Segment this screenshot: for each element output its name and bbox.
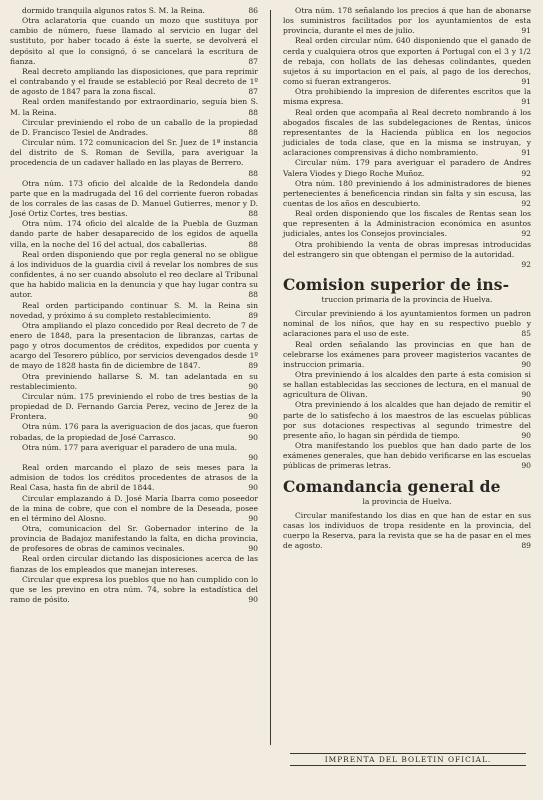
entry-text: Real orden circular dictando las disposiciones acerca de las fianzas de los empleados que manejan intereses. (10, 554, 258, 574)
index-entry (10, 97, 258, 117)
entry-text: Otra previniendo hallarse S. M. tan adelantada en su restablecimiento. (10, 371, 258, 391)
entry-text: Circular previniendo á los ayuntamientos formen un padron nominal de los niños, que hay en su respectivo pueblo y aclaraciones para el uso de este. (283, 309, 531, 339)
index-entry (283, 87, 531, 107)
index-entry (10, 301, 258, 321)
page-number: 90 (248, 452, 258, 462)
index-entry (10, 6, 258, 16)
page-number: 88 (248, 209, 258, 219)
page-number: 87 (248, 56, 258, 66)
page-number: 92 (521, 198, 531, 208)
index-entry (283, 400, 531, 441)
entry-text: Otra núm. 177 para averiguar el paradero de una mula. (22, 442, 238, 452)
page-number: 90 (521, 430, 531, 440)
entry-text: Otra, comunicacion del Sr. Gobernador interino de la provincia de Badajoz manifestando la falta, en dicha provincia, de profesores de obras de caminos vecinales. (10, 523, 258, 554)
entry-text: Real orden participando continuar S. M. la Reina sin novedad, y próximo á su completo restablecimiento. (10, 300, 258, 320)
page-number: 92 (521, 259, 531, 269)
page-number: 90 (248, 432, 258, 442)
entry-text: Otra manifestando los pueblos que han dado parte de los exámenes generales, que han debido verificarse en las escuelas públicas de primeras letras. (283, 441, 531, 471)
entry-text: Otra previniendo á los alcaldes que han dejado de remitir el parte de lo satisfecho á los maestros de las escuelas públicas por sus dotaciones respectivas al segundo trimestre del presente año, lo hagan sin pérdida de tiempo. (283, 400, 531, 440)
entry-text: Otra núm. 180 previniendo á los administradores de bienes pertenecientes á beneficencia rindan sin falta y sin escusa, las cuentas de los años en descubierto. (283, 178, 531, 208)
index-entry (10, 16, 258, 67)
index-entry (10, 372, 258, 392)
index-entry (10, 554, 258, 574)
entry-text: Circular núm. 179 para averiguar el paradero de Andres Valera Viodes y Diego Roche Muñoz. (283, 158, 531, 178)
printer-footer: IMPRENTA DEL BOLETIN OFICIAL. (290, 753, 526, 766)
index-entry (283, 511, 531, 552)
entry-text: Real orden que acompaña al Real decreto nombrando á los abogados fiscales de las subdelegaciones de Rentas, únicos representantes de la Hacienda pública en los negocios judiciales de toda clase, que en la misma se instruyan, y aclaraciones comprensivas á dicho nombramiento. (283, 107, 531, 158)
entry-text: Real orden marcando el plazo de seis meses para la admision de todos los créditos procedentes de atrasos de la Real Casa, hasta fin de abril de 1844. (10, 463, 258, 493)
entry-text: Otra núm. 174 oficio del alcalde de la Puebla de Guzman dando parte de haber desaparecido de los egidos de aquella villa, en la noche del 16 del actual, dos caballerias. (10, 219, 258, 249)
page-number: 85 (521, 329, 531, 339)
entry-text: Otra prohibiendo la venta de obras impresas introducidas del estrangero sin que obtengan el permiso de la autoridad. (283, 239, 531, 259)
index-entry (283, 108, 531, 159)
entry-text: Real orden disponiendo que por regla general no se obligue á los individuos de la guardia civil á revelar los nombres de sus confidentes, á no ser cuando absoluto el reo declare al Tribunal que ha habido malicia en la denuncia y que hay lugar contra su autor. (10, 249, 258, 300)
page-number: 91 (521, 26, 531, 36)
index-entry (10, 219, 258, 249)
index-entry (283, 340, 531, 370)
entry-text: Circular previniendo el robo de un caballo de la propiedad de D. Francisco Tesiel de Andrades. (10, 117, 258, 137)
index-entry (10, 250, 258, 301)
index-entry (283, 309, 531, 339)
page-number: 89 (248, 310, 258, 320)
entry-text: Circular emplazando á D. José María Ibarra como poseedor de la mina de cobre, que con el nombre de la Deseada, posee en el término del Alosno. (10, 493, 258, 523)
entry-text: Otra previniendo á los alcaldes den parte á esta comision si se hallan establecidas las secciones de lectura, en el manual de agricultura de Olivan. (283, 370, 531, 400)
page-number: 90 (248, 381, 258, 391)
entry-text: Otra ampliando el plazo concedido por Real decreto de 7 de enero de 1848, para la presentacion de libranzas, cartas de pago y otros documentos de créditos, expedidos por cuenta y acargo del Tesorero público, por servicios devengados desde 1º de mayo de 1828 hasta fin de diciembre de 1847. (10, 320, 258, 371)
page-number: 88 (248, 168, 258, 178)
entry-text: Otra prohibiendo la impresion de diferentes escritos que la misma expresa. (283, 87, 531, 107)
page-number: 90 (521, 359, 531, 369)
index-entry (10, 463, 258, 493)
index-entry (10, 179, 258, 220)
index-entry (283, 158, 531, 178)
page-number: 89 (521, 541, 531, 551)
section2-title: Comandancia general de (283, 476, 501, 496)
page-number: 87 (248, 87, 258, 97)
page-number: 92 (521, 229, 531, 239)
entry-text: Circular que expresa los pueblos que no han cumplido con lo que se les previno en otra núm. 74, sobre la estadística del ramo de pósito. (10, 574, 258, 605)
page-number: 86 (248, 6, 258, 15)
page-number: 91 (521, 77, 531, 87)
entry-text: Real decreto ampliando las disposiciones, que para reprimir el contrabando y el fraude se estableció por Real decreto de 1º de agosto de 1847 para la zona fiscal. (10, 66, 258, 97)
page-number: 90 (248, 595, 258, 605)
entry-text: Otra núm. 176 para la averiguacion de dos jacas, que fueron robadas, de la propiedad de José Carrasco. (10, 422, 258, 442)
index-entry (10, 118, 258, 138)
index-entry (10, 443, 258, 463)
page-number: 90 (521, 461, 531, 471)
section1-title: Comision superior de ins- (283, 275, 510, 295)
entry-text: Real orden circular núm. 640 disponiendo que el ganado de cerda y cualquiera otros que exporten á Portugal con el 3 y 1/2 de rebaja, con hollats de las dehesas colindantes, queden sujetos á su importacion en el país, al pago de los derechos, como si fueran extrangeros. (283, 36, 531, 87)
page-number: 91 (521, 97, 531, 107)
index-entry (283, 240, 531, 270)
column-divider (270, 10, 271, 745)
page-number: 92 (521, 168, 531, 178)
page-number: 88 (248, 239, 258, 249)
page-number: 90 (248, 483, 258, 493)
section1-subtitle: truccion primaria de la provincia de Huelva. (321, 295, 493, 305)
entry-text: Circular núm. 175 previniendo el robo de tres bestias de la propiedad de D. Fernando Garcia Perez, vecino de Jerez de la Frontera. (10, 391, 258, 422)
page-number: 90 (248, 513, 258, 523)
section2-subtitle: la provincia de Huelva. (362, 496, 452, 506)
section1-entries (283, 309, 531, 472)
index-entry (10, 392, 258, 422)
entry-text: dormido tranquila algunos ratos S. M. la Reina. (22, 6, 205, 15)
entry-text: Circular manifestando los dias en que han de estar en sus casas los individuos de tropa residente en la provincia, del cuerpo la Reserva, para la revista que se ha de pasar en el mes de agosto. (283, 510, 531, 551)
index-entry (283, 441, 531, 471)
index-entry (10, 524, 258, 554)
left-column (10, 6, 258, 605)
index-entry (10, 494, 258, 524)
entry-text: Otra aclaratoria que cuando un mozo que sustituya por cambio de número, fuese llamado al servicio en lugar del sustituto, por haber tocado á éste la suerte, se devolverá el depósito al que lo consignó, ó se cancelará la escritura de fianza. (10, 16, 258, 66)
index-entry (10, 575, 258, 605)
section2-entries (283, 511, 531, 552)
index-entry (283, 36, 531, 87)
index-entry (10, 138, 258, 179)
page-number: 90 (248, 544, 258, 554)
index-entry (10, 67, 258, 97)
page-number: 89 (248, 361, 258, 371)
index-entry (10, 321, 258, 372)
entry-text: Otra núm. 178 señalando los precios á que han de abonarse los suministros facilitados por los ayuntamientos de esta provincia, durante el mes de julio. (283, 6, 531, 36)
right-column (283, 6, 531, 551)
index-entry (283, 209, 531, 239)
entry-text: Circular núm. 172 comunicacion del Sr. Juez de 1ª instancia del distrito de S. Roman de Sevilla, para averiguar la procedencia de un cadaver hallado en las playas de Berrero. (10, 138, 258, 168)
page-number: 88 (248, 290, 258, 300)
page-number: 91 (521, 148, 531, 158)
index-entry (283, 179, 531, 209)
page-number: 90 (521, 390, 531, 400)
page-number: 88 (248, 127, 258, 137)
entry-text: Real orden manifestando por extraordinario, seguía bien S. M. la Reina. (10, 97, 258, 117)
entry-text: Real orden señalando las provincias en que han de celebrarse los exámenes para proveer magisterios vacantes de instruccion primaria. (283, 339, 531, 369)
index-entry (283, 370, 531, 400)
page-number: 90 (248, 412, 258, 422)
entry-text: Real orden disponiendo que los fiscales de Rentas sean los que representen á la Administracion económica en asuntos judiciales, antes los Consejos provinciales. (283, 209, 531, 239)
index-entry (283, 6, 531, 36)
index-entry (10, 422, 258, 442)
right-entries-top (283, 6, 531, 270)
page-number: 88 (248, 107, 258, 117)
entry-text: Otra núm. 173 oficio del alcalde de la Redondela dando parte que en la madrugada del 16 del corriente fueron robadas de los corrales de las casas de D. Manuel Gutierres, menor y D. José Ortiz Cortes, tres bestias. (10, 178, 258, 219)
